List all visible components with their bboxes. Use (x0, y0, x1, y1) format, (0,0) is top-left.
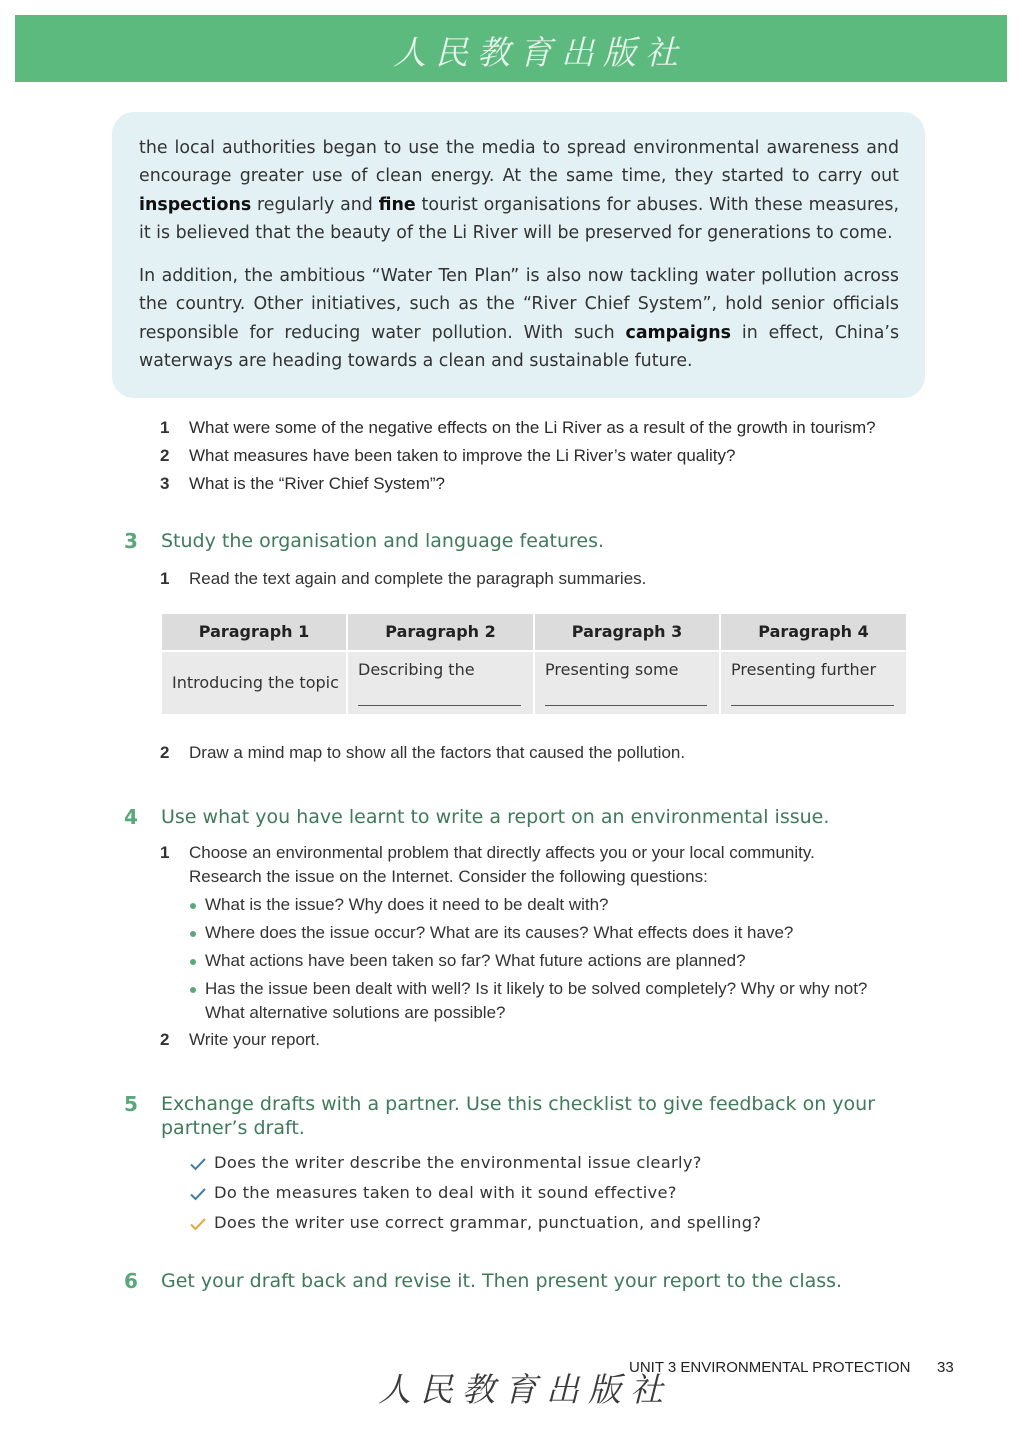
answer-blank[interactable] (731, 705, 894, 706)
section-number: 5 (124, 1092, 138, 1116)
table-header-cell: Paragraph 4 (721, 614, 906, 650)
answer-blank[interactable] (545, 705, 707, 706)
table-header-cell: Paragraph 2 (348, 614, 533, 650)
bullet-icon (190, 903, 196, 909)
cell-text: Presenting further (731, 660, 877, 679)
item-number: 1 (160, 843, 170, 862)
list-item (190, 893, 867, 917)
passage-text: tourist organisations for abuses. With these measures, it is believed that the beauty of the Li River will be preserved for generations to come. (139, 194, 899, 243)
item-text: Read the text again and complete the paragraph summaries. (189, 569, 647, 588)
section-4-item-1-line-2: Research the issue on the Internet. Consider the following questions: (189, 867, 708, 886)
section-title: Use what you have learnt to write a report on an environmental issue. (161, 806, 830, 828)
section-3-item-2 (160, 741, 685, 765)
bullet-icon (190, 959, 196, 965)
page-number: 33 (937, 1359, 954, 1376)
checkmark-icon (190, 1157, 206, 1171)
question-text: What measures have been taken to improve the Li River’s water quality? (189, 446, 736, 465)
reading-passage (112, 112, 925, 398)
feedback-checklist (190, 1150, 761, 1240)
list-item (190, 1180, 761, 1210)
cell-text: Describing the (358, 660, 475, 679)
bullet-text: What is the issue? Why does it need to be dealt with? (205, 895, 609, 914)
passage-text: in effect, China’s waterways are heading towards a clean and sustainable future. (139, 322, 899, 371)
section-number: 4 (124, 805, 138, 829)
paragraph-summary-table (162, 614, 906, 714)
publisher-logo: 人民教育出版社 (393, 33, 687, 72)
table-cell (348, 652, 533, 714)
bullet-text: Has the issue been dealt with well? Is it likely to be solved completely? Why or why not? (205, 979, 868, 998)
list-item (160, 442, 876, 470)
passage-paragraph-1 (139, 134, 899, 247)
question-number: 3 (160, 474, 170, 493)
section-title: Exchange drafts with a partner. Use this checklist to give feedback on your (161, 1093, 876, 1115)
table-cell (162, 652, 346, 714)
checkmark-icon (190, 1217, 206, 1231)
bullet-text: Where does the issue occur? What are its causes? What effects does it have? (205, 923, 794, 942)
item-text: Draw a mind map to show all the factors that caused the pollution. (189, 743, 686, 762)
passage-text: the local authorities began to use the media to spread environmental awareness and encourage greater use of clean energy. At the same time, they started to carry out (139, 138, 899, 187)
item-number: 2 (160, 1030, 170, 1049)
section-number: 3 (124, 529, 138, 553)
list-item (190, 949, 867, 973)
question-text: What were some of the negative effects on the Li River as a result of the growth in tourism? (189, 418, 876, 437)
section-4-item-1 (160, 841, 815, 865)
question-text: What is the “River Chief System”? (189, 474, 446, 493)
section-title: Get your draft back and revise it. Then present your report to the class. (161, 1270, 843, 1292)
comprehension-questions (160, 414, 876, 498)
checklist-text: Does the writer use correct grammar, punctuation, and spelling? (214, 1213, 762, 1232)
table-header-cell: Paragraph 3 (535, 614, 719, 650)
answer-blank[interactable] (358, 705, 521, 706)
header-banner (15, 15, 1007, 82)
passage-text: In addition, the ambitious “Water Ten Plan” is also now tackling water pollution across the country. Other initiatives, such as the “River Chief System”, hold senior officials responsible for reducing water pollution. With such (139, 266, 899, 343)
footer-publisher-logo: 人民教育出版社 (378, 1370, 672, 1409)
list-item (190, 977, 867, 1025)
item-text: Write your report. (189, 1030, 321, 1049)
checklist-text: Does the writer describe the environmental issue clearly? (214, 1153, 702, 1172)
table-cell (721, 652, 906, 714)
bullet-icon (190, 987, 196, 993)
guiding-questions (190, 893, 867, 1029)
cell-text: Introducing the topic (172, 673, 339, 692)
item-number: 1 (160, 569, 170, 588)
passage-text: regularly and (251, 194, 379, 215)
bullet-icon (190, 931, 196, 937)
list-item (190, 921, 867, 945)
section-number: 6 (124, 1269, 138, 1293)
question-number: 2 (160, 446, 170, 465)
list-item (190, 1210, 761, 1240)
list-item (160, 470, 876, 498)
question-number: 1 (160, 418, 170, 437)
vocabulary-word: fine (378, 194, 416, 215)
item-number: 2 (160, 743, 170, 762)
vocabulary-word: campaigns (625, 322, 732, 343)
bullet-text-continued: What alternative solutions are possible? (205, 1003, 506, 1022)
section-title: Study the organisation and language features. (161, 530, 605, 552)
cell-text: Presenting some (545, 660, 679, 679)
passage-paragraph-2 (139, 262, 899, 375)
bullet-text: What actions have been taken so far? What future actions are planned? (205, 951, 746, 970)
section-3-item-1 (160, 567, 646, 591)
section-title-line-2: partner’s draft. (161, 1117, 305, 1139)
checklist-text: Do the measures taken to deal with it sound effective? (214, 1183, 677, 1202)
vocabulary-word: inspections (139, 194, 252, 215)
list-item (190, 1150, 761, 1180)
section-4-item-2 (160, 1028, 320, 1052)
checkmark-icon (190, 1187, 206, 1201)
table-cell (535, 652, 719, 714)
item-text: Choose an environmental problem that directly affects you or your local community. (189, 843, 815, 862)
list-item (160, 414, 876, 442)
unit-label: UNIT 3 ENVIRONMENTAL PROTECTION (629, 1359, 911, 1376)
table-header-cell: Paragraph 1 (162, 614, 346, 650)
